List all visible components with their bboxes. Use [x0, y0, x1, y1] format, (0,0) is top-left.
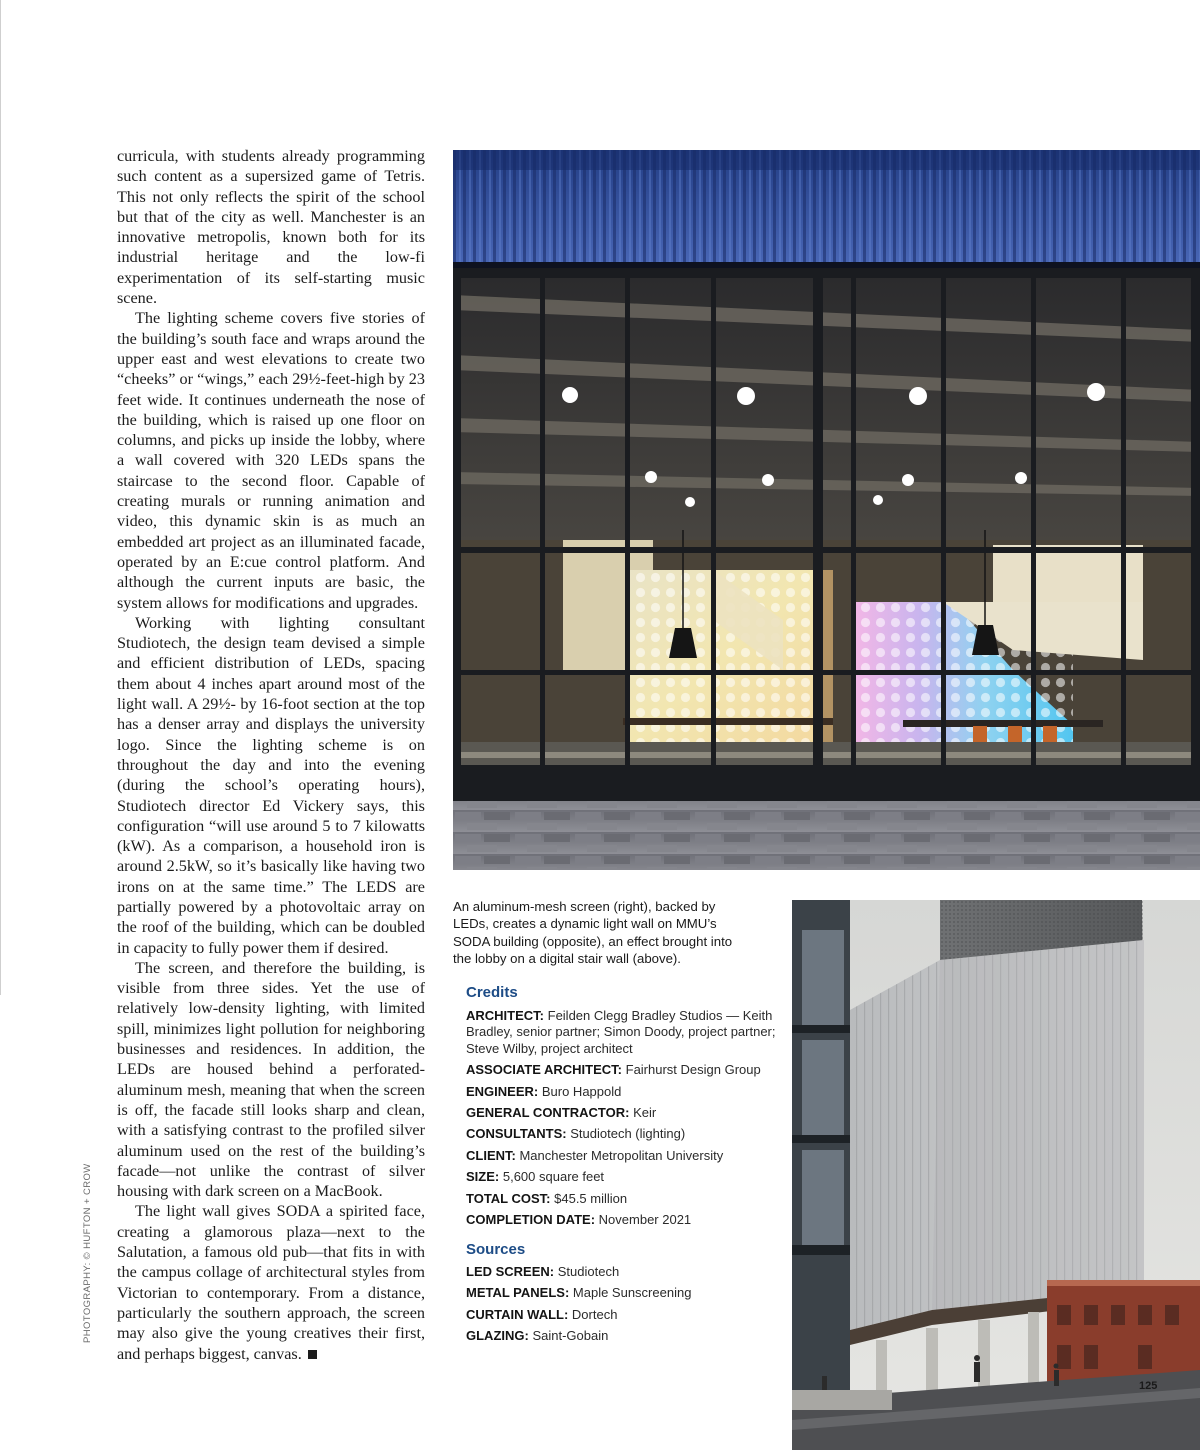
credit-label: ARCHITECT: [466, 1007, 544, 1023]
source-entry [466, 1264, 776, 1281]
source-entry [466, 1307, 776, 1324]
credit-value: Studiotech (lighting) [570, 1126, 686, 1142]
photo-credit: PHOTOGRAPHY: © HUFTON + CROW [82, 1163, 93, 1343]
credit-entry [466, 1169, 776, 1186]
credit-label: GENERAL CONTRACTOR: [466, 1104, 630, 1120]
credit-value: Manchester Metropolitan University [519, 1147, 724, 1163]
credit-entry [466, 1191, 776, 1208]
body-paragraph-3: Working with lighting consultant Studiotech, the design team devised a simple and efficient distribution of LEDs, spacing them about 4 inches apart around most of the light wall. A 29½- by 16-foot section at the top has a denser array and displays the university logo. Since the lighting scheme is on throughout the day and into the evening (during the school’s operating hours), Studiotech director Ed Vickery says, this configuration “will use around 5 to 7 kilowatts (kW). As a comparison, a household iron is around 2.5kW, so it’s basically like having two irons on at the same time.” The LEDS are partially powered by a photovoltaic array on the roof of the building, which can be doubled in capacity to fully power them if desired. [117, 613, 425, 957]
credit-label: ASSOCIATE ARCHITECT: [466, 1062, 622, 1078]
credit-entry [466, 1062, 776, 1079]
credit-value: Fairhurst Design Group [625, 1062, 761, 1078]
credit-label: TOTAL COST: [466, 1190, 551, 1206]
source-label: METAL PANELS: [466, 1285, 570, 1301]
credit-value: Feilden Clegg Bradley Studios — Keith Bradley, senior partner; Simon Doody, project partner; Steve Wilby, project architect [466, 1007, 776, 1056]
credit-value: $45.5 million [554, 1190, 628, 1206]
credit-entry [466, 1084, 776, 1101]
source-entry [466, 1328, 776, 1345]
credit-label: CLIENT: [466, 1147, 516, 1163]
body-paragraph-5-text: The light wall gives SODA a spirited face, creating a glamorous plaza—next to the Salutation, a famous old pub—that fits in with the campus collage of architectural styles from Victorian to contemporary. From a distance, particularly the southern approach, the screen may also give the young creatives their first, and perhaps biggest, canvas. [117, 1202, 425, 1363]
article-body-column [117, 146, 425, 1364]
body-paragraph-5 [117, 1201, 425, 1363]
end-of-article-mark-icon [308, 1350, 317, 1359]
photo-caption: An aluminum-mesh screen (right), backed by LEDs, creates a dynamic light wall on MMU’s SODA building (opposite), an effect brought into the lobby on a digital stair wall (above). [453, 899, 733, 966]
credit-entry [466, 1105, 776, 1122]
credit-entry [466, 1148, 776, 1165]
body-paragraph-1: curricula, with students already programming such content as a supersized game of Tetris. This not only reflects the spirit of the school but that of the city as well. Manchester is an innovative metropolis, known both for its industrial heritage and the low-fi experimentation of its self-starting music scene. [117, 147, 425, 308]
source-entry [466, 1285, 776, 1302]
credit-value: Buro Happold [541, 1083, 622, 1099]
building-photo-illustration [792, 900, 1200, 1450]
credits-heading: Credits [466, 984, 518, 1001]
credit-value: November 2021 [598, 1211, 692, 1227]
source-value: Dortech [571, 1306, 618, 1322]
source-value: Studiotech [557, 1264, 620, 1280]
lobby-photo-illustration [453, 150, 1200, 870]
page-number: 125 [1139, 1380, 1158, 1392]
sources-heading: Sources [466, 1240, 526, 1258]
credit-label: CONSULTANTS: [466, 1126, 567, 1142]
credits-panel [466, 985, 776, 1350]
body-paragraph-2: The lighting scheme covers five stories of the building’s south face and wraps around the upper east and west elevations to create two “cheeks” or “wings,” each 29½-feet-high by 23 feet wide. It continues underneath the nose of the building, which is raised up one floor on columns, and picks up inside the lobby, where a wall covered with 320 LEDs spans the staircase to the second floor. Capable of creating murals or running animation and video, this dynamic skin is as much an embedded art project as an illuminated facade, operated by an E:cue control platform. And although the current inputs are basic, the system allows for modifications and upgrades. [117, 309, 425, 612]
page-gutter-line [0, 0, 1, 995]
source-label: CURTAIN WALL: [466, 1306, 569, 1322]
source-label: GLAZING: [466, 1328, 529, 1344]
credit-value: 5,600 square feet [502, 1169, 605, 1185]
credit-label: ENGINEER: [466, 1083, 539, 1099]
credit-entry [466, 1126, 776, 1143]
credit-value: Keir [633, 1104, 657, 1120]
credit-label: SIZE: [466, 1169, 500, 1185]
credit-entry [466, 1008, 776, 1058]
source-value: Maple Sunscreening [572, 1285, 692, 1301]
source-label: LED SCREEN: [466, 1264, 555, 1280]
credit-label: COMPLETION DATE: [466, 1211, 596, 1227]
credit-entry [466, 1212, 776, 1229]
source-value: Saint-Gobain [532, 1328, 609, 1344]
lobby-light-wall-photo [453, 150, 1200, 870]
body-paragraph-4: The screen, and therefore the building, is visible from three sides. Yet the use of relatively low-density lighting, with limited spill, minimizes light pollution for neighboring businesses and residences. In addition, the LEDs are housed behind a perforated-aluminum mesh, meaning that when the screen is off, the facade still looks sharp and clean, with a satisfying contrast to the profiled silver aluminum used on the rest of the building’s facade—not unlike the contrast of silver housing with dark screen on a MacBook. [117, 958, 425, 1201]
soda-building-photo [792, 900, 1200, 1450]
